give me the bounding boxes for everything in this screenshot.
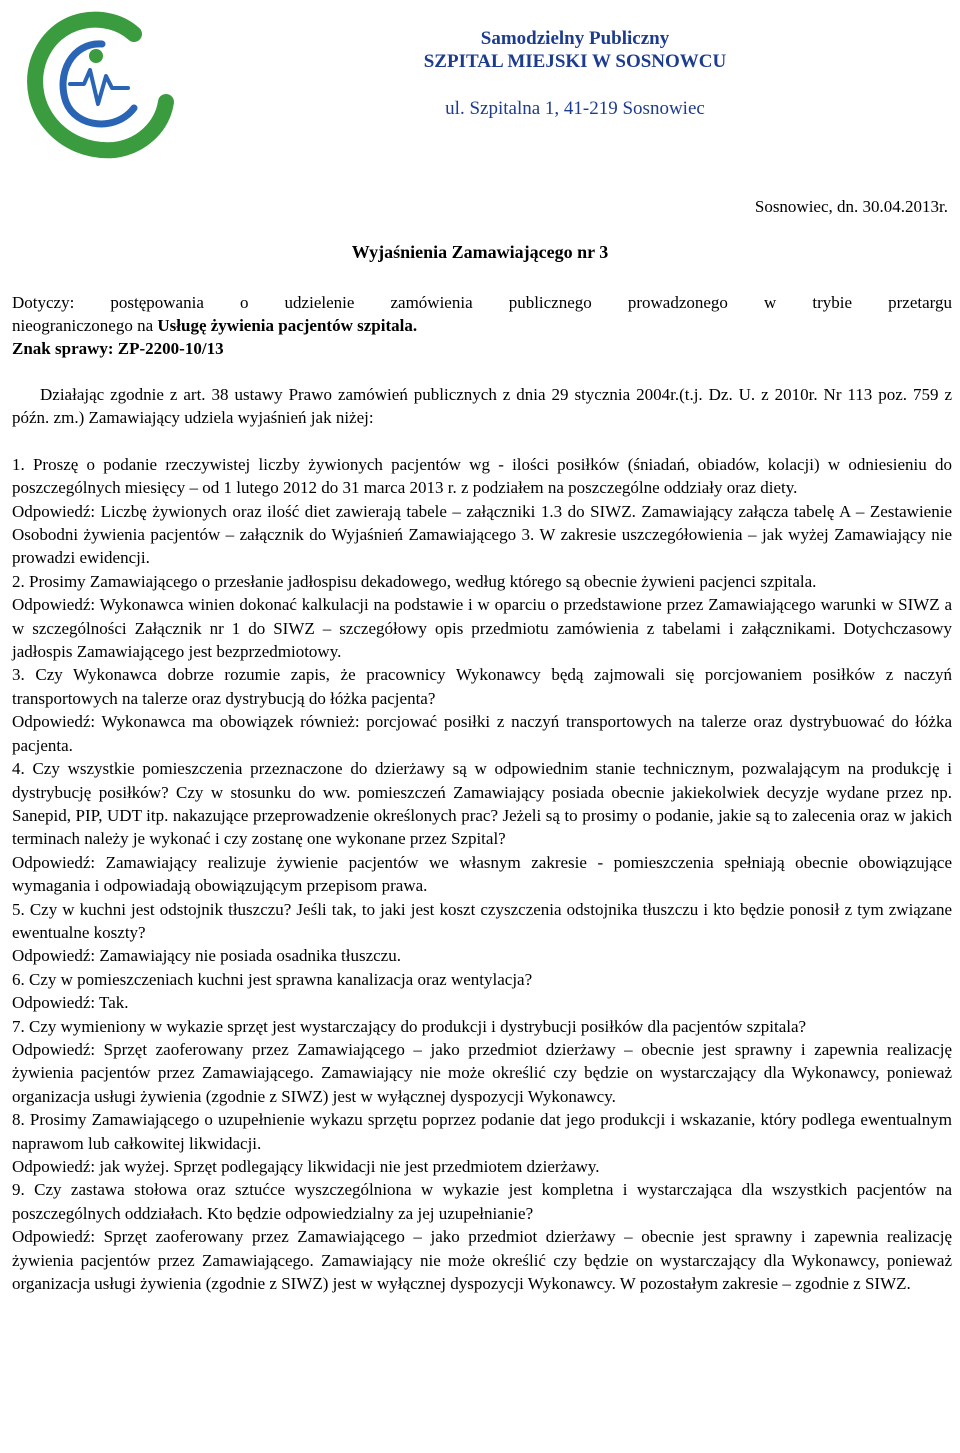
question-5: 5. Czy w kuchni jest odstojnik tłuszczu? Jeśli tak, to jaki jest koszt czyszczenia odstojnika tłuszczu i kto będzie ponosił z tym związane ewentualne koszty? [12, 899, 952, 942]
concern-subject: Usługę żywienia pacjentów szpitala. [157, 316, 418, 335]
concern-section [12, 291, 952, 360]
question-7: 7. Czy wymieniony w wykazie sprzęt jest wystarczający do produkcji i dystrybucji posiłków dla pacjentów szpitala? [12, 1016, 807, 1036]
answer-3: Odpowiedź: Wykonawca ma obowiązek również: porcjować posiłki z naczyń transportowych na talerze oraz dystrybuować do łóżka pacjenta. [12, 712, 952, 755]
hospital-name-line2: SZPITAL MIEJSKI W SOSNOWCU [423, 51, 727, 72]
hospital-address: ul. Szpitalna 1, 41-219 Sosnowiec [445, 98, 705, 119]
concern-line1: Dotyczy: postępowania o udzielenie zamówienia publicznego prowadzonego w trybie przetargu [12, 293, 952, 312]
answer-7: Odpowiedź: Sprzęt zaoferowany przez Zamawiającego – jako przedmiot dzierżawy – obecnie jest sprawny i zapewnia realizację żywienia pacjentów przez Zamawiającego. Zamawiający nie może określić czy będzie on wystarczający dla Wykonawcy, ponieważ organizacja usługi żywienia (zgodnie z SIWZ) jest w wyłącznej dyspozycji Wykonawcy. [12, 1039, 952, 1106]
concern-line2-prefix: nieograniczonego na [12, 316, 158, 335]
answer-5: Odpowiedź: Zamawiający nie posiada osadnika tłuszczu. [12, 946, 401, 966]
question-1: 1. Proszę o podanie rzeczywistej liczby żywionych pacjentów wg - ilości posiłków (śniadań, obiadów, kolacji) w odniesieniu do poszczególnych miesięcy – od 1 lutego 2012 do 31 marca 2013 r. z podziałem na poszczególne oddziały oraz diety. [12, 454, 952, 498]
hospital-name-line1: Samodzielny Publiczny [480, 28, 670, 49]
document-title: Wyjaśnienia Zamawiającego nr 3 [351, 242, 609, 262]
question-6: 6. Czy w pomieszczeniach kuchni jest sprawna kanalizacja oraz wentylacja? [12, 969, 533, 989]
case-number: Znak sprawy: ZP-2200-10/13 [12, 339, 224, 358]
document-body [12, 383, 952, 1295]
intro-paragraph: Działając zgodnie z art. 38 ustawy Prawo zamówień publicznych z dnia 29 stycznia 2004r.(t.j. Dz. U. z 2010r. Nr 113 poz. 759 z późn. zm.) Zamawiający udziela wyjaśnień jak niżej: [12, 385, 952, 428]
question-3: 3. Czy Wykonawca dobrze rozumie zapis, że pracownicy Wykonawcy będą zajmowali się porcjowaniem posiłków z naczyń transportowych na talerze oraz dystrybucją do łóżka pacjenta? [12, 665, 952, 708]
answer-2: Odpowiedź: Wykonawca winien dokonać kalkulacji na podstawie i w oparciu o przedstawione przez Zamawiającego warunki w SIWZ a w szczególności Załącznik nr 1 do SIWZ – szczegółowy opis przedmiotu zamówienia z tabelami i załącznikami. Dotychczasowy jadłospis Zamawiającego jest bezprzedmiotowy. [12, 595, 952, 662]
concern-line2 [12, 314, 952, 337]
answer-9: Odpowiedź: Sprzęt zaoferowany przez Zamawiającego – jako przedmiot dzierżawy – obecnie jest sprawny i zapewnia realizację żywienia pacjentów przez Zamawiającego. Zamawiający nie może określić czy będzie on wystarczający dla Wykonawcy, ponieważ organizacja usługi żywienia (zgodnie z SIWZ) jest w wyłącznej dyspozycji Wykonawcy. W pozostałym zakresie – zgodnie z SIWZ. [12, 1227, 952, 1294]
document-date: Sosnowiec, dn. 30.04.2013r. [754, 197, 948, 216]
hospital-logo-icon [16, 4, 176, 164]
question-8: 8. Prosimy Zamawiającego o uzupełnienie wykazu sprzętu poprzez podanie dat jego produkcji i wskazanie, który podlega ewentualnym naprawom lub całkowitej likwidacji. [12, 1110, 952, 1153]
answer-1: Odpowiedź: Liczbę żywionych oraz ilość diet zawierają tabele – załączniki 1.3 do SIWZ. Zamawiający załącza tabelę A – Zestawienie Osobodni żywienia pacjentów – załącznik do Wyjaśnień Zamawiającego 3. W zakresie uszczegółowienia – jak wyżej Zamawiający nie prowadzi ewidencji. [12, 501, 952, 568]
answer-4: Odpowiedź: Zamawiający realizuje żywienie pacjentów we własnym zakresie - pomieszczenia spełniają obecnie obowiązujące wymagania i odpowiadają obowiązującym przepisom prawa. [12, 852, 952, 896]
question-9: 9. Czy zastawa stołowa oraz sztućce wyszczególniona w wykazie jest kompletna i wystarczająca dla wszystkich pacjentów na poszczególnych oddziałach. Kto będzie odpowiedzialny za jej uzupełnianie? [12, 1180, 952, 1223]
answer-6: Odpowiedź: Tak. [12, 993, 129, 1013]
answer-8: Odpowiedź: jak wyżej. Sprzęt podlegający likwidacji nie jest przedmiotem dzierżawy. [12, 1157, 600, 1176]
question-2: 2. Prosimy Zamawiającego o przesłanie jadłospisu dekadowego, według którego są obecnie żywieni pacjenci szpitala. [12, 571, 817, 591]
question-4: 4. Czy wszystkie pomieszczenia przeznaczone do dzierżawy są w odpowiednim stanie technicznym, pozwalającym na produkcję i dystrybucję posiłków? Czy w stosunku do ww. pomieszczeń Zamawiający posiada obecnie jakiekolwiek decyzje wydane przez np. Sanepid, PIP, UDT itp. nakazujące przeprowadzenie określonych prac? Jeżeli są to prosimy o podanie, jakie są to zalecenia oraz w jakich terminach należy je wykonać i czy zostanę one wykonane przez Szpital? [12, 759, 952, 849]
